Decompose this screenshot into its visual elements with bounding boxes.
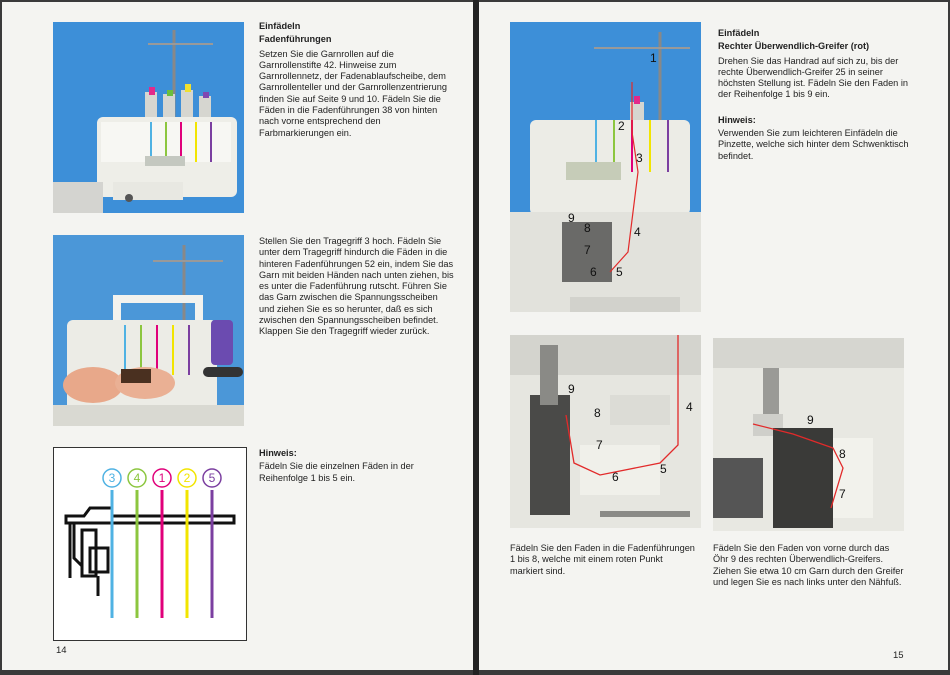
top-photo-label-6: 6 xyxy=(590,265,597,279)
top-photo-label-5: 5 xyxy=(616,265,623,279)
page-number-right: 15 xyxy=(893,650,904,661)
photo-carrying-handle xyxy=(53,235,244,426)
bottom-right-photo-label-7: 7 xyxy=(839,487,846,501)
subheading-greifer-rot: Rechter Überwendlich-Greifer (rot) xyxy=(718,41,870,52)
photo-thread-guides-1-8 xyxy=(510,335,701,528)
bottom-left-photo-label-4: 4 xyxy=(686,400,693,414)
heading-einfaedeln: Einfädeln xyxy=(259,21,301,31)
heading-einfaedeln-right: Einfädeln xyxy=(718,28,760,38)
paragraph-fadenfuehrungen: Setzen Sie die Garnrollen auf die Garnrollenstifte 42. Hinweise zum Garnrollennetz, der Fadenablaufscheibe, dem Garnrollenteller und der Garnrollenzentrierung finden Sie auf Seite 9 und 10. Fädeln Sie die Fäden in die Fadenführungen 38 von hinten nach vorne entsprechend den Farbmarkierungen ein. xyxy=(259,48,447,138)
page-number-left: 14 xyxy=(56,645,67,656)
photo-looper-eye-9 xyxy=(713,338,904,531)
top-photo-label-8: 8 xyxy=(584,221,591,235)
bottom-left-photo-label-7: 7 xyxy=(596,438,603,452)
top-photo-label-9: 9 xyxy=(568,211,575,225)
top-photo-label-7: 7 xyxy=(584,243,591,257)
subheading-fadenfuehrungen: Fadenführungen xyxy=(259,34,332,45)
bottom-right-photo-label-9: 9 xyxy=(807,413,814,427)
top-photo-label-3: 3 xyxy=(636,151,643,165)
left-page xyxy=(2,2,473,670)
diagram-circle-label-1: 1 xyxy=(158,471,166,485)
right-page xyxy=(479,2,948,670)
heading-hinweis-right: Hinweis: xyxy=(718,114,756,125)
bottom-left-photo-label-5: 5 xyxy=(660,462,667,476)
diagram-circle-label-4: 4 xyxy=(133,471,141,485)
bottom-left-photo-label-9: 9 xyxy=(568,382,575,396)
top-photo-label-4: 4 xyxy=(634,225,641,239)
paragraph-caption-looper-eye: Fädeln Sie den Faden von vorne durch das Öhr 9 des rechten Überwendlich-Greifers. Ziehen Sie etwa 10 cm Garn durch den Greifer und legen Sie es nach links unter den Nähfuß. xyxy=(713,543,904,587)
threading-diagram xyxy=(53,447,247,641)
text-tragegriff xyxy=(259,236,454,338)
caption-thread-guides xyxy=(510,543,695,577)
text-hinweis-left xyxy=(259,448,444,484)
bottom-left-photo-label-6: 6 xyxy=(612,470,619,484)
photo-thread-spools xyxy=(53,22,244,213)
diagram-circle-label-3: 3 xyxy=(108,471,116,485)
diagram-circle-label-2: 2 xyxy=(183,471,191,485)
paragraph-tragegriff: Stellen Sie den Tragegriff 3 hoch. Fädeln Sie unter dem Tragegriff hindurch die Fäden in die hinteren Fadenführungen 52 ein, indem Sie das Garn mit beiden Händen nach unten ziehen, bis es unter die Fadenführung rutscht. Führen Sie das Garn zwischen die Spannungsscheiben und ziehen Sie es so herunter, daß es sich zwischen den Spannungsscheiben befindet. Klappen Sie den Tragegriff wieder zurück. xyxy=(259,236,454,337)
paragraph-hinweis-right: Verwenden Sie zum leichteren Einfädeln die Pinzette, welche sich hinter dem Schwenktisch befindet. xyxy=(718,128,909,161)
top-photo-label-2: 2 xyxy=(618,119,625,133)
text-fadenfuehrungen xyxy=(259,21,449,139)
text-greifer-rot xyxy=(718,28,918,162)
diagram-circle-label-5: 5 xyxy=(208,471,216,485)
top-photo-label-1: 1 xyxy=(650,51,657,65)
bottom-left-photo-label-8: 8 xyxy=(594,406,601,420)
paragraph-hinweis-left: Fädeln Sie die einzelnen Fäden in der Reihenfolge 1 bis 5 ein. xyxy=(259,461,414,483)
heading-hinweis-left: Hinweis: xyxy=(259,448,297,458)
caption-looper-eye xyxy=(713,543,905,588)
bottom-right-photo-label-8: 8 xyxy=(839,447,846,461)
paragraph-caption-thread-guides: Fädeln Sie den Faden in die Fadenführungen 1 bis 8, welche mit einem roten Punkt markiert sind. xyxy=(510,543,695,576)
photo-looper-threading-overview xyxy=(510,22,701,312)
paragraph-greifer-rot: Drehen Sie das Handrad auf sich zu, bis der rechte Überwendlich-Greifer 25 in seiner höchsten Stellung ist. Fädeln Sie den Faden in der Reihenfolge 1 bis 9 ein. xyxy=(718,55,908,100)
